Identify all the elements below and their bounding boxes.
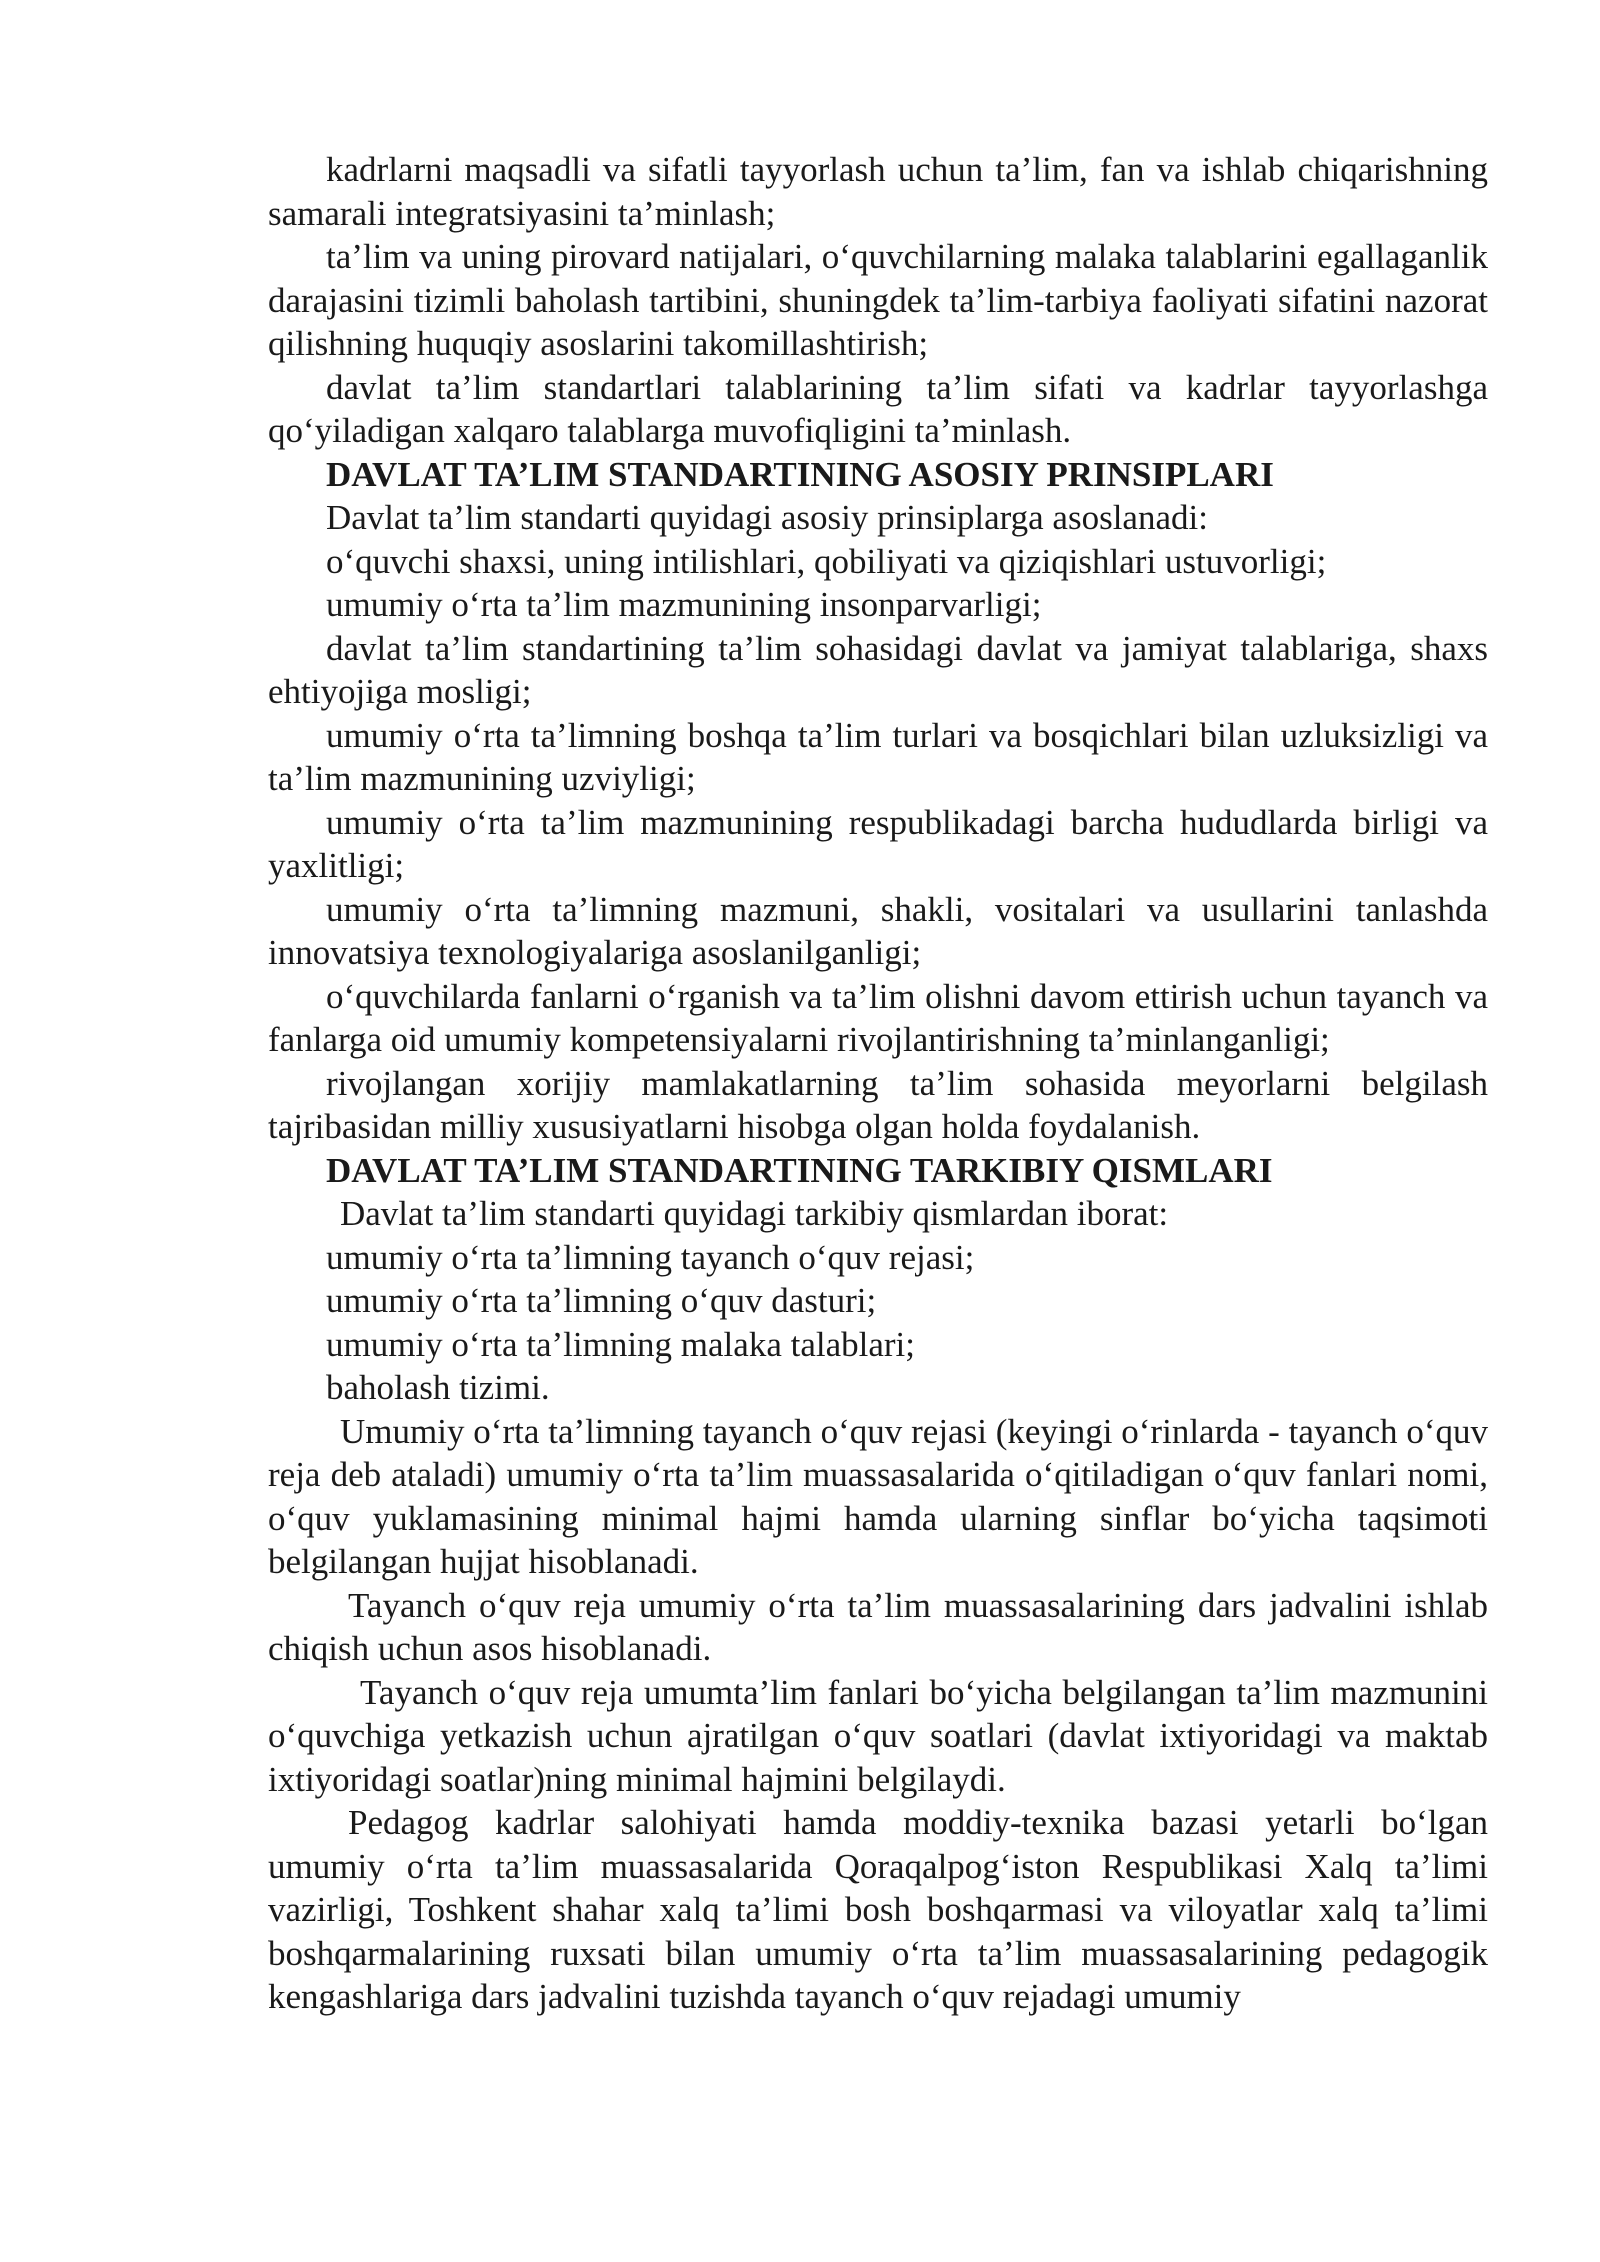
section-heading-principles: DAVLAT TA’LIM STANDARTINING ASOSIY PRINSIPLARI [326,454,1274,494]
list-item: umumiy o‘rta ta’limning boshqa ta’lim turlari va bosqichlari bilan uzluksizligi va ta’lim mazmunining uzviyligi; [268,715,1488,798]
list-item: umumiy o‘rta ta’limning o‘quv dasturi; [326,1281,877,1320]
list-item: umumiy o‘rta ta’limning tayanch o‘quv rejasi; [326,1237,975,1277]
list-item: o‘quvchilarda fanlarni o‘rganish va ta’lim olishni davom ettirish uchun tayanch va fanlarga oid umumiy kompetensiyalarni rivojlantirishning ta’minlanganligi; [268,976,1488,1059]
paragraph: Umumiy o‘rta ta’limning tayanch o‘quv rejasi (keyingi o‘rinlarda - tayanch o‘quv reja deb ataladi) umumiy o‘rta ta’lim muassasalarida o‘qitiladigan o‘quv fanlari nomi, o‘quv yuklamasining minimal hajmi hamda ularning sinflar bo‘yicha taqsimoti belgilangan hujjat hisoblanadi. [268,1411,1488,1581]
list-item: umumiy o‘rta ta’limning mazmuni, shakli, vositalari va usullarini tanlashda innovatsiya texnologiyalariga asoslanilganligi; [268,889,1488,972]
list-item: baholash tizimi. [326,1368,550,1407]
list-item: davlat ta’lim standartining ta’lim sohasidagi davlat va jamiyat talablariga, shaxs ehtiyojiga mosligi; [268,628,1488,711]
list-item: o‘quvchi shaxsi, uning intilishlari, qobiliyati va qiziqishlari ustuvorligi; [326,541,1327,581]
document-page [268,148,1488,2019]
section-intro: Davlat ta’lim standarti quyidagi asosiy prinsiplarga asoslanadi: [326,498,1208,537]
paragraph: Tayanch o‘quv reja umumta’lim fanlari bo‘yicha belgilangan ta’lim mazmunini o‘quvchiga yetkazish uchun ajratilgan o‘quv soatlari (davlat ixtiyoridagi va maktab ixtiyoridagi soatlar)ning minimal hajmini belgilaydi. [268,1672,1488,1799]
section-intro: Davlat ta’lim standarti quyidagi tarkibiy qismlardan iborat: [340,1194,1169,1233]
paragraph: davlat ta’lim standartlari talablarining ta’lim sifati va kadrlar tayyorlashga qo‘yiladigan xalqaro talablarga muvofiqligini ta’minlash. [268,367,1488,450]
paragraph: Tayanch o‘quv reja umumiy o‘rta ta’lim muassasalarining dars jadvalini ishlab chiqish uchun asos hisoblanadi. [268,1585,1488,1668]
list-item: rivojlangan xorijiy mamlakatlarning ta’lim sohasida meyorlarni belgilash tajribasidan milliy xususiyatlarni hisobga olgan holda foydalanish. [268,1063,1488,1146]
paragraph: ta’lim va uning pirovard natijalari, o‘quvchilarning malaka talablarini egallaganlik darajasini tizimli baholash tartibini, shuningdek ta’lim-tarbiya faoliyati sifatini nazorat qilishning huquqiy asoslarini takomillashtirish; [268,237,1488,363]
list-item: umumiy o‘rta ta’lim mazmunining insonparvarligi; [326,585,1042,624]
list-item: umumiy o‘rta ta’limning malaka talablari; [326,1324,915,1364]
list-item: umumiy o‘rta ta’lim mazmunining respublikadagi barcha hududlarda birligi va yaxlitligi; [268,802,1488,885]
paragraph: Pedagog kadrlar salohiyati hamda moddiy-texnika bazasi yetarli bo‘lgan umumiy o‘rta ta’lim muassasalarida Qoraqalpog‘iston Respublikasi Xalq ta’limi vazirligi, Toshkent shahar xalq ta’limi bosh boshqarmasi va viloyatlar xalq ta’limi boshqarmalarining ruxsati bilan umumiy o‘rta ta’lim muassasalarining pedagogik kengashlariga dars jadvalini tuzishda tayanch o‘quv rejadagi umumiy [268,1803,1488,2016]
paragraph: kadrlarni maqsadli va sifatli tayyorlash uchun ta’lim, fan va ishlab chiqarishning samarali integratsiyasini ta’minlash; [268,150,1488,233]
section-heading-components: DAVLAT TA’LIM STANDARTINING TARKIBIY QISMLARI [326,1150,1273,1190]
